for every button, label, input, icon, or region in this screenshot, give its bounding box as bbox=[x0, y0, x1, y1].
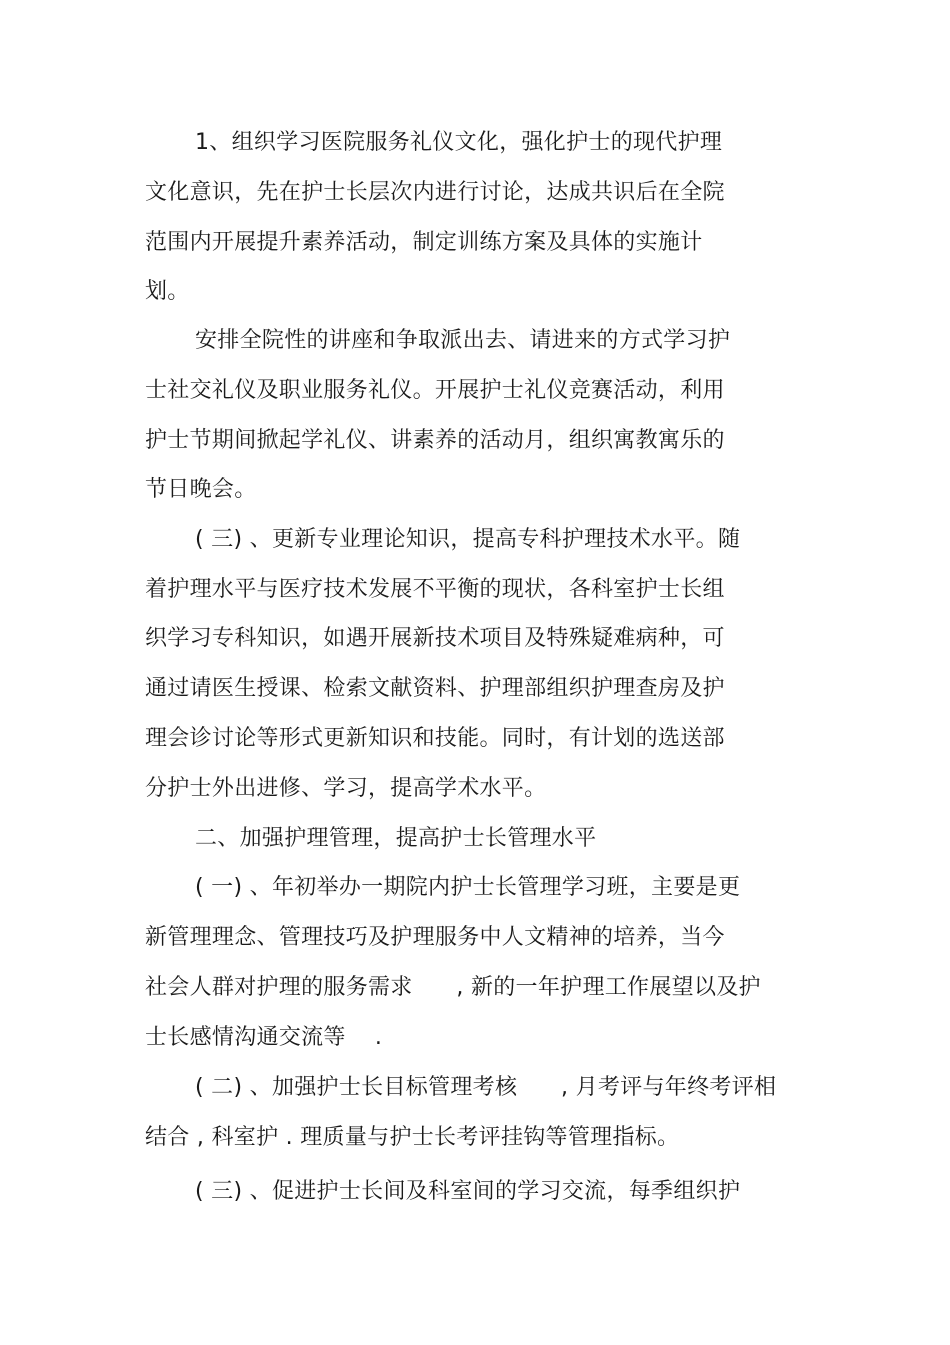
section-heading: 二、加强护理管理，提高护士长管理水平 bbox=[195, 826, 597, 851]
text-line: 划。 bbox=[145, 279, 190, 304]
text-line: ( 三) 、促进护士长间及科室间的学习交流，每季组织护 bbox=[195, 1179, 741, 1204]
text-line: 范围内开展提升素养活动，制定训练方案及具体的实施计 bbox=[145, 230, 703, 255]
text-line: ( 三) 、更新专业理论知识，提高专科护理技术水平。随 bbox=[195, 527, 741, 552]
text-line: ( 二) 、加强护士长目标管理考核 , 月考评与年终考评相 bbox=[195, 1075, 777, 1100]
text-line: 社会人群对护理的服务需求 , 新的一年护理工作展望以及护 bbox=[145, 975, 761, 1000]
text-line: ( 一) 、年初举办一期院内护士长管理学习班，主要是更 bbox=[195, 875, 741, 900]
text-line: 结合 , 科室护 . 理质量与护士长考评挂钩等管理指标。 bbox=[145, 1125, 680, 1150]
text-line: 着护理水平与医疗技术发展不平衡的现状，各科室护士长组 bbox=[145, 577, 725, 602]
text-line: 节日晚会。 bbox=[145, 477, 257, 502]
text-line: 分护士外出进修、学习，提高学术水平。 bbox=[145, 776, 547, 801]
text-line: 文化意识，先在护士长层次内进行讨论，达成共识后在全院 bbox=[145, 180, 725, 205]
text-line: 士长感情沟通交流等 . bbox=[145, 1025, 383, 1050]
text-line: 1、组织学习医院服务礼仪文化，强化护士的现代护理 bbox=[195, 130, 723, 155]
text-line: 安排全院性的讲座和争取派出去、请进来的方式学习护 bbox=[195, 328, 731, 353]
text-line: 护士节期间掀起学礼仪、讲素养的活动月，组织寓教寓乐的 bbox=[145, 428, 725, 453]
text-line: 织学习专科知识，如遇开展新技术项目及特殊疑难病种，可 bbox=[145, 626, 725, 651]
text-line: 通过请医生授课、检索文献资料、护理部组织护理查房及护 bbox=[145, 676, 725, 701]
text-line: 士社交礼仪及职业服务礼仪。开展护士礼仪竞赛活动，利用 bbox=[145, 378, 725, 403]
text-line: 新管理理念、管理技巧及护理服务中人文精神的培养，当今 bbox=[145, 925, 725, 950]
text-line: 理会诊讨论等形式更新知识和技能。同时，有计划的选送部 bbox=[145, 726, 725, 751]
